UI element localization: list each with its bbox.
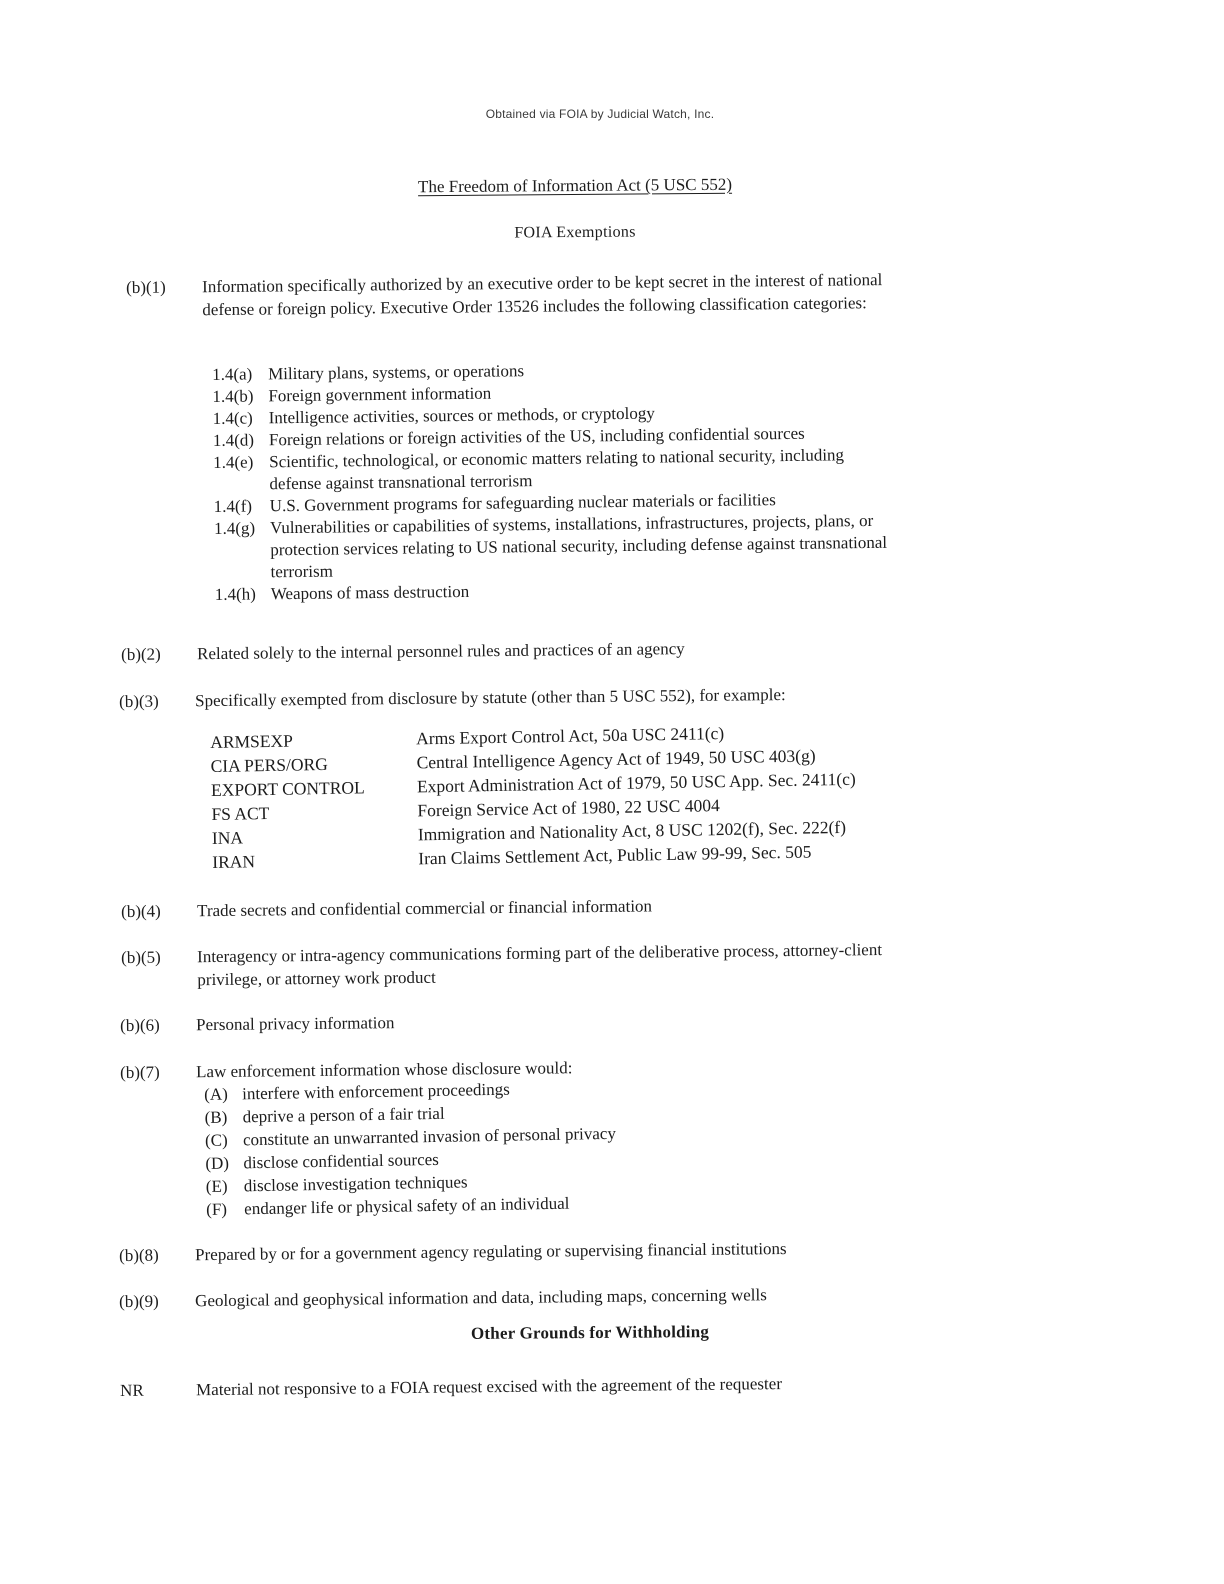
item-code: (A) (204, 1084, 228, 1104)
category-text: Vulnerabilities or capabilities of systems, installations, infrastructures, projects, plans, or protection services relating to US national security, including defense against transnational terrorism (269, 510, 888, 582)
exemption-text: Prepared by or for a government agency regulating or supervising financial institutions (195, 1239, 787, 1265)
document-title: The Freedom of Information Act (5 USC 552) (417, 174, 733, 197)
item-text: interfere with enforcement proceedings (242, 1079, 510, 1104)
statute-desc: Immigration and Nationality Act, 8 USC 1202(f), Sec. 222(f) (417, 816, 847, 845)
item-code: (D) (205, 1153, 230, 1173)
statute-code: IRAN (212, 851, 256, 872)
item-code: (E) (205, 1176, 228, 1196)
exemption-text: Law enforcement information whose disclosure would: (196, 1058, 573, 1082)
item-code: (C) (204, 1130, 228, 1150)
list-item (214, 509, 911, 583)
statute-desc: Central Intelligence Agency Act of 1949, 50 USC 403(g) (416, 745, 816, 773)
category-text: Scientific, technological, or economic matters relating to national security, including defense against transnational terrorism (269, 445, 845, 494)
statute-code: CIA PERS/ORG (210, 753, 328, 776)
category-code: 1.4(g) (213, 518, 256, 538)
exemption-text: Material not responsive to a FOIA request excised with the agreement of the requester (196, 1374, 783, 1400)
exemption-text: Related solely to the internal personnel rules and practices of an agency (197, 639, 685, 664)
category-text: Foreign government information (268, 383, 492, 406)
category-code: 1.4(a) (212, 364, 253, 384)
exemption-code: NR (120, 1380, 144, 1400)
classification-categories (212, 355, 911, 605)
category-text: Military plans, systems, or operations (268, 361, 525, 384)
item-text: constitute an unwarranted invasion of personal privacy (242, 1123, 617, 1150)
exemption-code: (b)(7) (120, 1062, 160, 1082)
exemption-text: Personal privacy information (196, 1013, 395, 1035)
statute-desc: Export Administration Act of 1979, 50 USC App. Sec. 2411(c) (416, 768, 856, 797)
law-enforcement-list (204, 1076, 617, 1221)
category-code: 1.4(d) (212, 430, 255, 450)
category-code: 1.4(b) (212, 386, 254, 406)
item-text: deprive a person of a fair trial (242, 1103, 445, 1127)
exemption-text: Specifically exempted from disclosure by statute (other than 5 USC 552), for example: (195, 685, 786, 711)
category-text: Intelligence activities, sources or methods, or cryptology (268, 403, 655, 428)
exemption-code: (b)(8) (119, 1245, 159, 1265)
category-code: 1.4(e) (213, 452, 254, 472)
exemption-code: (b)(9) (119, 1291, 159, 1311)
item-text: disclose confidential sources (243, 1149, 439, 1173)
exemption-code: (b)(1) (126, 277, 166, 297)
category-text: U.S. Government programs for safeguarding nuclear materials or facilities (269, 490, 776, 516)
document-subtitle: FOIA Exemptions (514, 223, 636, 242)
statute-desc: Arms Export Control Act, 50a USC 2411(c) (416, 723, 725, 749)
category-code: 1.4(f) (213, 496, 253, 516)
exemption-text: Information specifically authorized by an executive order to be kept secret in the interest of national defense or foreign policy. Executive Order 13526 includes the following classification categories: (202, 270, 883, 320)
category-code: 1.4(c) (212, 408, 253, 428)
item-code: (F) (206, 1199, 228, 1219)
other-grounds-heading: Other Grounds for Withholding (470, 1322, 710, 1343)
exemption-code: (b)(6) (120, 1015, 160, 1035)
category-code: 1.4(h) (214, 584, 257, 604)
exemption-text: Geological and geophysical information and data, including maps, concerning wells (195, 1285, 767, 1311)
category-text: Weapons of mass destruction (270, 581, 470, 604)
foia-watermark: Obtained via FOIA by Judicial Watch, Inc. (485, 107, 715, 121)
statute-code: EXPORT CONTROL (210, 777, 365, 800)
exemption-code: (b)(4) (121, 901, 161, 921)
item-text: disclose investigation techniques (243, 1172, 468, 1196)
exemption-text: Interagency or intra-agency communications forming part of the deliberative process, attorney-client privilege, or attorney work product (197, 940, 883, 990)
exemption-text: Trade secrets and confidential commercial or financial information (197, 896, 653, 921)
category-text: Foreign relations or foreign activities of the US, including confidential sources (268, 423, 805, 450)
statute-code: INA (211, 827, 244, 848)
statute-code: ARMSEXP (210, 730, 294, 752)
statute-desc: Foreign Service Act of 1980, 22 USC 4004 (417, 795, 720, 821)
item-text: endanger life or physical safety of an individual (244, 1193, 570, 1219)
statute-code: FS ACT (211, 802, 270, 824)
item-code: (B) (204, 1107, 228, 1127)
statute-table (210, 717, 958, 874)
exemption-code: (b)(5) (121, 947, 161, 967)
exemption-code: (b)(3) (119, 691, 159, 711)
statute-desc: Iran Claims Settlement Act, Public Law 99-99, Sec. 505 (418, 841, 812, 869)
exemption-code: (b)(2) (121, 644, 161, 664)
